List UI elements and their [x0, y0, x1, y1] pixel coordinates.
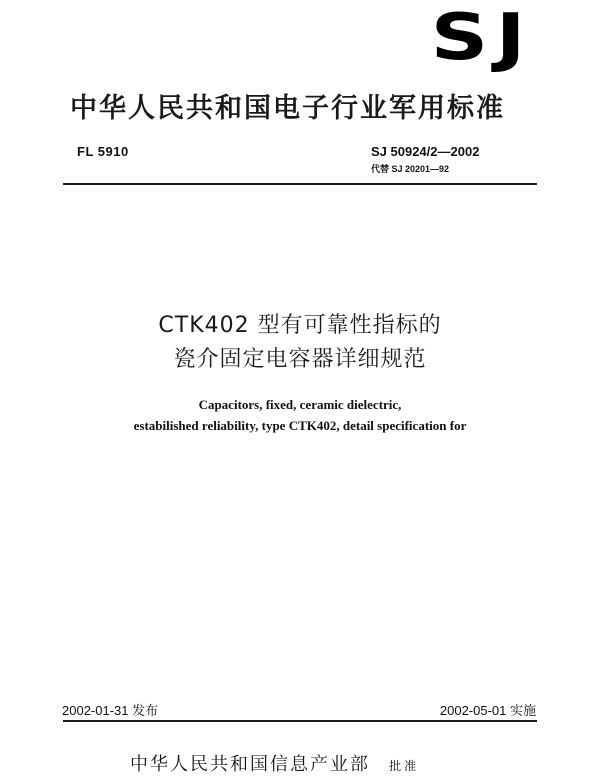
header-divider — [63, 183, 537, 185]
document-title-en-line2: estabilished reliability, type CTK402, detail specification for — [133, 418, 467, 433]
standard-number: SJ 50924/2—2002 — [371, 144, 480, 159]
issue-date: 2002-01-31 发布 — [62, 703, 159, 718]
document-title-zh-line2: 瓷介固定电容器详细规范 — [173, 347, 427, 372]
footer-divider — [63, 720, 537, 722]
document-title-zh-line1: CTK402 型有可靠性指标的 — [158, 313, 442, 338]
classification-code: FL 5910 — [77, 144, 129, 159]
authority-action: 批准 — [389, 759, 420, 773]
document-title-en-line1: Capacitors, fixed, ceramic dielectric, — [198, 397, 402, 412]
standard-type-heading: 中华人民共和国电子行业军用标准 — [70, 93, 505, 124]
implementation-date: 2002-05-01 实施 — [439, 703, 536, 718]
sj-logo: SJ — [430, 1, 533, 75]
approving-authority — [130, 750, 419, 776]
replaces-note: 代替 SJ 20201—92 — [371, 164, 450, 174]
authority-name: 中华人民共和国信息产业部 — [130, 754, 370, 775]
